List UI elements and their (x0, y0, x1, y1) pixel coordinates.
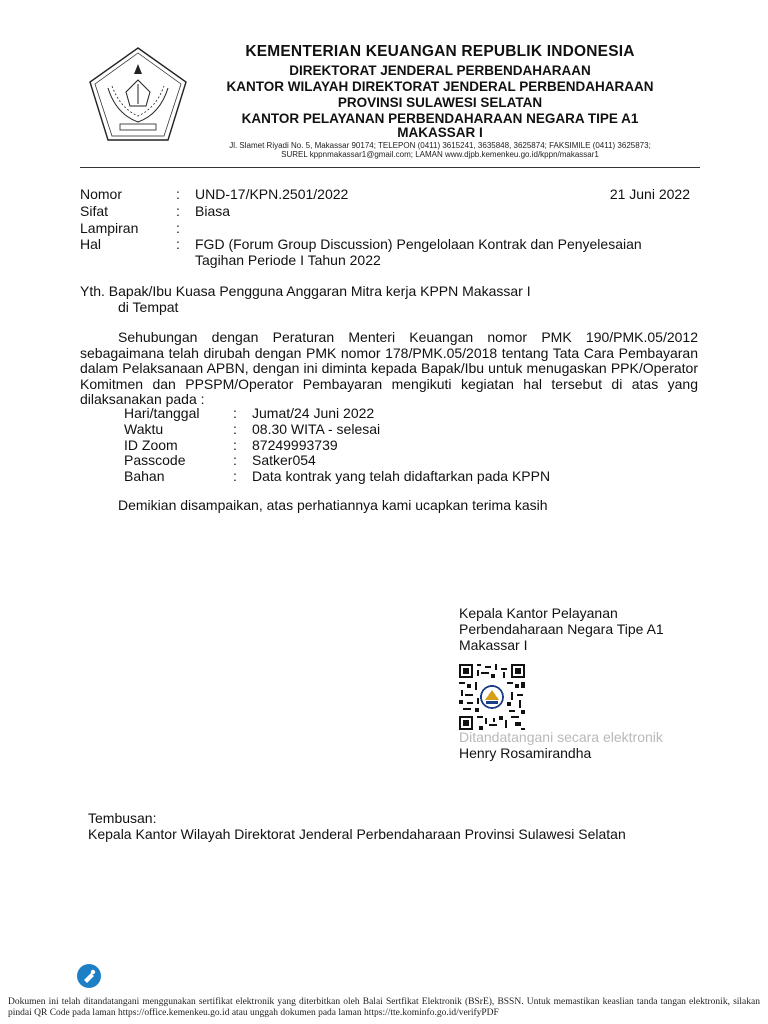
detail-label: Waktu (124, 421, 164, 437)
colon: : (233, 468, 237, 484)
qr-code-icon[interactable] (459, 664, 525, 730)
colon: : (233, 421, 237, 437)
detail-label: Passcode (124, 452, 186, 468)
letterhead-ministry: KEMENTERIAN KEUANGAN REPUBLIK INDONESIA (245, 43, 635, 60)
detail-label: Bahan (124, 468, 165, 484)
colon: : (233, 405, 237, 421)
colon: : (176, 203, 180, 219)
detail-value: Satker054 (252, 452, 316, 468)
letterhead-address: Jl. Slamet Riyadi No. 5, Makassar 90174; TELEPON (0411) 3615241, 3635848, 3625874; FAKSIMILE (0411) 3625873; (229, 141, 651, 150)
letterhead-contact: SUREL kppnmakassar1@gmail.com; LAMAN www.djpb.kemenkeu.go.id/kppn/makassar1 (281, 150, 599, 159)
footer-disclaimer: Dokumen ini telah ditandatangani menggunakan sertifikat elektronik yang diterbitkan oleh Balai Sertfikat Elektronik (BSrE), BSSN. Untuk memastikan keaslian tanda tangan elektronik, silakan pindai QR Code pada laman https://office.kemenkeu.go.id atau unggah dokumen pada laman https://tte.kominfo.go.id/verifyPDF (8, 997, 760, 1018)
letterhead-divider (80, 167, 700, 168)
detail-label: ID Zoom (124, 437, 178, 453)
sifat-label: Sifat (80, 203, 109, 219)
body-paragraph: Sehubungan dengan Peraturan Menteri Keuangan nomor PMK 190/PMK.05/2012 sebagaimana telah dirubah dengan PMK nomor 178/PMK.05/2018 tentang Tata Cara Pembayaran dalam Pelaksanaan APBN, dengan ini diminta kepada Bapak/Ibu untuk menugaskan PPK/Operator Komitmen dan PPSPM/Operator Pembayaran mengikuti kegiatan hal tersebut di atas yang dilaksanakan pada : (80, 329, 698, 407)
signatory-name: Henry Rosamirandha (459, 745, 592, 761)
nomor-label: Nomor (80, 186, 123, 202)
letterhead-city: MAKASSAR I (397, 125, 483, 140)
kemenkeu-logo (86, 44, 190, 144)
signatory-title-1: Kepala Kantor Pelayanan (459, 605, 618, 621)
letterhead-regional-office: KANTOR WILAYAH DIREKTORAT JENDERAL PERBENDAHARAAN (226, 79, 654, 94)
hal-label: Hal (80, 236, 102, 252)
detail-value: Data kontrak yang telah didaftarkan pada KPPN (252, 468, 551, 484)
detail-value: 87249993739 (252, 437, 338, 453)
subject-line-1: FGD (Forum Group Discussion) Pengelolaan Kontrak dan Penyelesaian (195, 236, 642, 252)
detail-label: Hari/tanggal (124, 405, 200, 421)
colon: : (176, 220, 180, 236)
colon: : (233, 437, 237, 453)
subject-line-2: Tagihan Periode I Tahun 2022 (195, 252, 381, 268)
letterhead-directorate: DIREKTORAT JENDERAL PERBENDAHARAAN (289, 63, 591, 78)
signatory-title-2: Perbendaharaan Negara Tipe A1 (459, 621, 664, 637)
recipient-place: di Tempat (118, 299, 179, 315)
letter-date: 21 Juni 2022 (609, 186, 690, 202)
closing-sentence: Demikian disampaikan, atas perhatiannya kami ucapkan terima kasih (118, 497, 548, 513)
colon: : (233, 452, 237, 468)
detail-value: Jumat/24 Juni 2022 (252, 405, 375, 421)
colon: : (176, 186, 180, 202)
bsre-badge-icon (76, 963, 102, 989)
sifat-value: Biasa (195, 203, 231, 219)
letterhead-province: PROVINSI SULAWESI SELATAN (337, 95, 543, 110)
tembusan-item: Kepala Kantor Wilayah Direktorat Jenderal Perbendaharaan Provinsi Sulawesi Selatan (88, 826, 626, 842)
detail-value: 08.30 WITA - selesai (252, 421, 381, 437)
letter-number: UND-17/KPN.2501/2022 (195, 186, 349, 202)
tembusan-label: Tembusan: (88, 810, 157, 826)
signatory-title-3: Makassar I (459, 637, 528, 653)
electronic-signature-note: Ditandatangani secara elektronik (459, 729, 663, 745)
lampiran-label: Lampiran (80, 220, 139, 236)
letterhead-office: KANTOR PELAYANAN PERBENDAHARAAN NEGARA TIPE A1 (241, 111, 639, 126)
colon: : (176, 236, 180, 252)
recipient-line: Yth. Bapak/Ibu Kuasa Pengguna Anggaran Mitra kerja KPPN Makassar I (80, 283, 531, 299)
